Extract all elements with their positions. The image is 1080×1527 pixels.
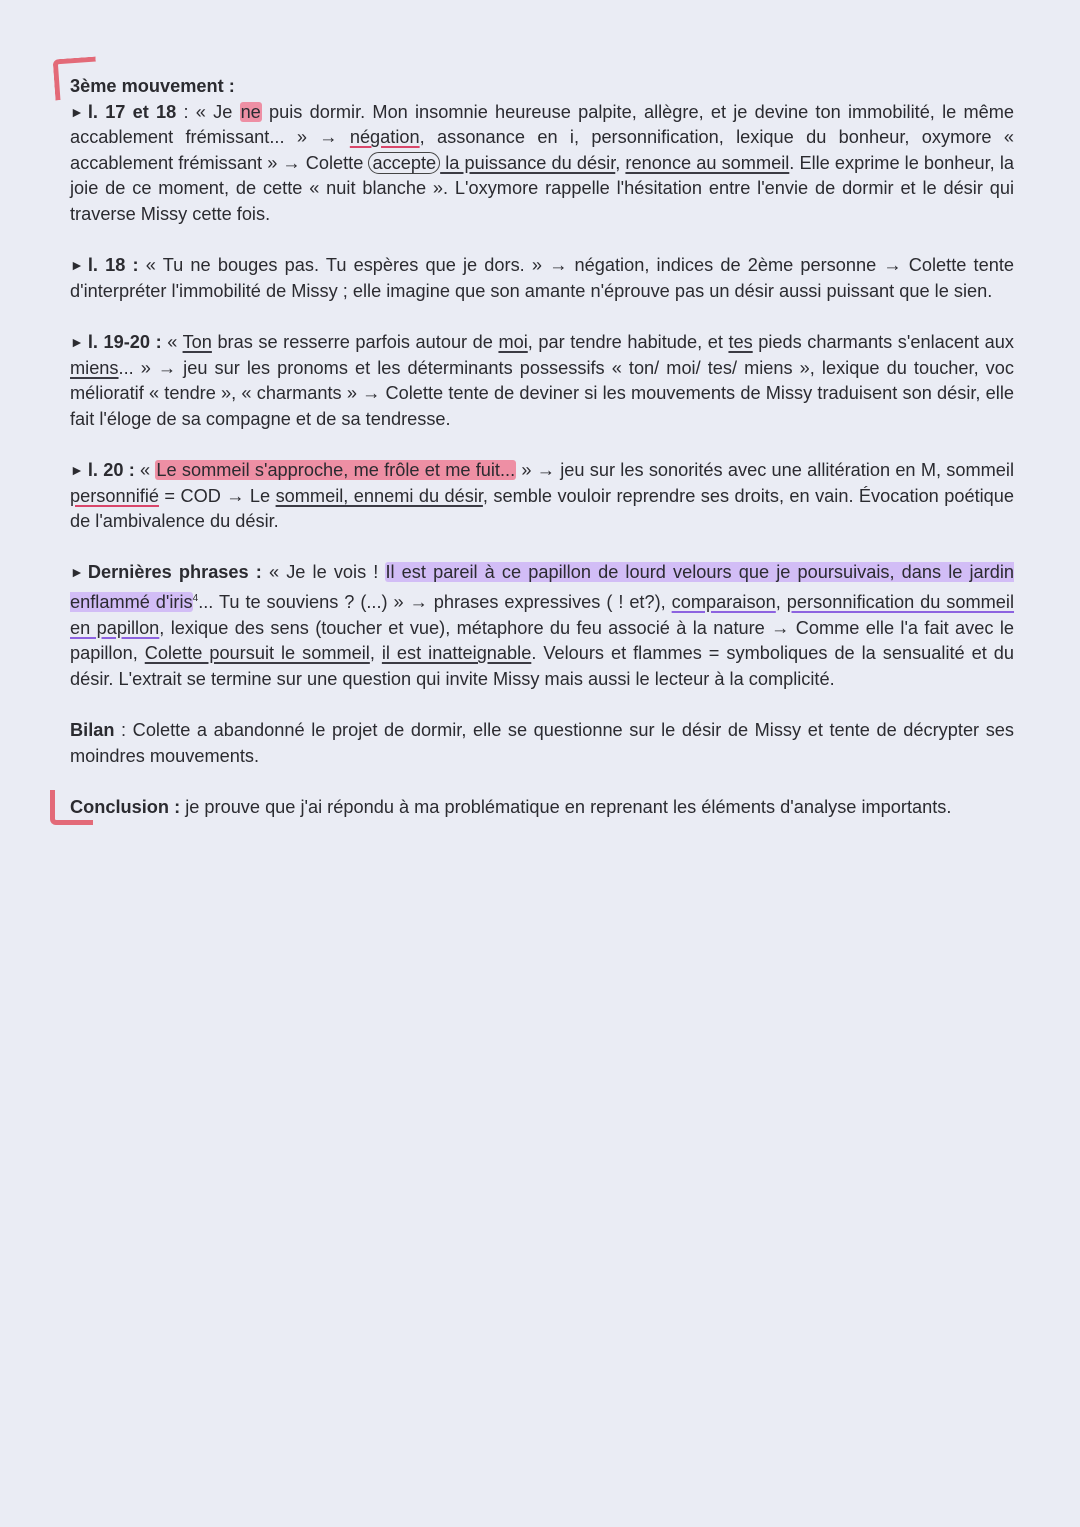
section-label: l. 17 et 18 [87,101,177,122]
conclusion-label: Conclusion : [70,796,181,817]
section-l19-20: ► l. 19-20 : « Ton bras se resserre parfois autour de moi, par tendre habitude, et tes pieds charmants s'enlacent aux miens... » → jeu sur les pronoms et les déterminants possessifs « ton/ moi/ tes/ miens », lexique du toucher, voc mélioratif « tendre », « charmants » → Colette tente de deviner si les mouvements de Missy traduisent son désir, elle fait l'éloge de sa compagne et de sa tendresse. [70,331,1014,429]
underline-negation: négation [349,127,420,148]
underline-renonce: renonce au sommeil [625,152,790,173]
section-label: l. 18 : [87,255,139,276]
highlight-sommeil-quote: Le sommeil s'approche, me frôle et me fuit... [156,459,516,480]
underline-moi: moi [498,331,528,352]
underline-poursuit: Colette poursuit le sommeil [144,643,370,664]
arrow-bullet-icon: ► [70,461,84,478]
section-label: l. 20 : [87,459,135,480]
underline-inatteignable: il est inatteignable [381,643,532,664]
section-dernieres-phrases: ► Dernières phrases : « Je le vois ! Il est pareil à ce papillon de lourd velours que je poursuivais, dans le jardin enflammé d'iris$^4$... Tu te souviens ? (...) » → phrases expressives ( ! et?), comparaison, personnification du sommeil en papillon, lexique des sens (toucher et vue), métaphore du feu associé à la nature → Comme elle l'a fait avec le papillon, Colette poursuit le sommeil, il est inatteignable. Velours et flammes = symboliques de la sensualité et du désir. L'extrait se termine sur une question qui invite Missy mais aussi le lecteur à la complicité. [70,562,1015,689]
underline-tes: tes [728,331,753,352]
section-conclusion: Conclusion : je prouve que j'ai répondu à ma problématique en reprenant les éléments d'analyse importants. [70,796,952,817]
arrow-bullet-icon: ► [70,103,84,120]
underline-personnifie: personnifié [70,485,159,506]
underline-miens: miens [70,357,119,378]
circled-accepte: accepte [368,152,440,174]
bilan-label: Bilan [70,719,115,740]
section-l17-18: ► l. 17 et 18 : « Je ne puis dormir. Mon insomnie heureuse palpite, allègre, et je devine ton immobilité, le même accablement frémissant... » → négation, assonance en i, personnification, lexique du bonheur, oxymore « accablement frémissant » → Colette accepte la puissance du désir, renonce au sommeil. Elle exprime le bonheur, la joie de ce moment, de cette « nuit blanche ». L'oxymore rappelle l'hésitation entre l'envie de dormir et le désir qui traverse Missy cette fois. [70,101,1014,224]
section-label: l. 19-20 : [87,331,162,352]
underline-comparaison: comparaison [671,591,776,612]
highlight-ne: ne [240,101,261,122]
section-l18: ► l. 18 : « Tu ne bouges pas. Tu espères que je dors. » → négation, indices de 2ème personne → Colette tente d'interpréter l'immobilité de Missy ; elle imagine que son amante n'éprouve pas un désir aussi puissant que le sien. [70,255,1014,301]
underline-puissance: la puissance du désir [440,152,616,173]
arrow-bullet-icon: ► [70,564,84,581]
underline-ennemi: sommeil, ennemi du désir [275,485,483,506]
arrow-bullet-icon: ► [70,333,84,350]
arrow-bullet-icon: ► [70,257,84,274]
footnote-marker: 4 [192,592,199,604]
underline-personnification: personnification du sommeil en papillon [70,591,1015,638]
highlight-papillon-quote: Il est pareil à ce papillon de lourd velours que je poursuivais, dans le jardin enflammé d'iris [70,562,1014,612]
underline-ton: Ton [182,331,212,352]
section-l20: ► l. 20 : « Le sommeil s'approche, me frôle et me fuit... » → jeu sur les sonorités avec une allitération en M, sommeil personnifié = COD → Le sommeil, ennemi du désir, semble vouloir reprendre ses droits, en vain. Évocation poétique de l'ambivalence du désir. [70,459,1015,532]
section-bilan: Bilan : Colette a abandonné le projet de dormir, elle se questionne sur le désir de Missy et tente de décrypter ses moindres mouvements. [70,719,1014,766]
document-body [70,74,1014,820]
section-label: Dernières phrases : [87,562,262,583]
movement-title: 3ème mouvement : [70,76,235,96]
